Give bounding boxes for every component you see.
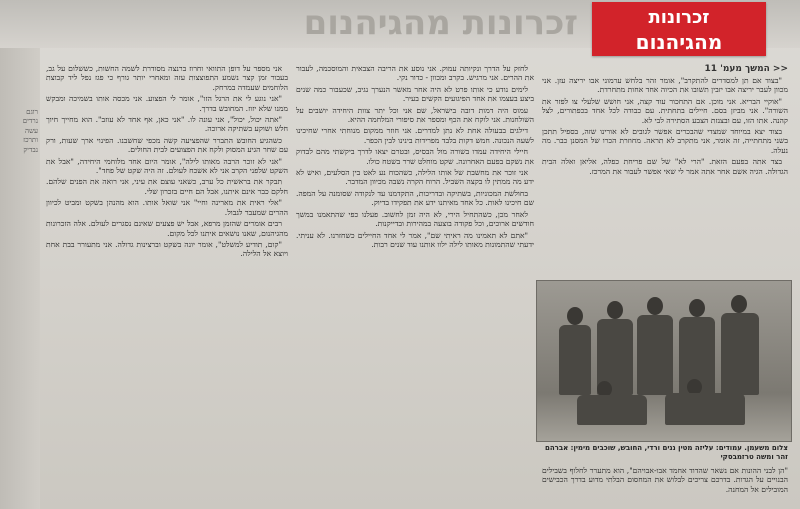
paragraph: "אני לא זוכר הרבה מאותו לילה", אומר היום אחד מלוחמי היחידה, "אבל את השקט שלפני הקרב אני לא אשכח לעולם. זה היה שקט של פחד".	[46, 156, 288, 176]
paragraph: כשהגיע החובש התברר שהפציעה קשה מכפי שחשבנו. הפינוי ארך שעות, ורק עם שחר הגיע המסוק ולקח את הפצועים לבית החולים.	[46, 135, 288, 155]
article-column-right	[542, 76, 788, 272]
paragraph: לאחר מכן, כשהתחיל הירי, לא היה זמן לחשוב. פעלנו כפי שהתאמנו במשך חודשים ארוכים, וכל פקודה בוצעה במהירות ובדייקנות.	[296, 209, 534, 229]
faded-title: זכרונות מהגיהנום	[303, 3, 578, 43]
headline-line1: זכרונות	[648, 7, 710, 28]
paragraph: רבים אומרים שהזמן מרפא, אבל יש פצעים שאינם נסגרים לעולם. אלה הזכרונות מהגיהנום, שאנו נושאים איתנו לכל מקום.	[46, 219, 288, 238]
paragraph: "קום, תודיע למשלט", אומר יונה בשקט וברצינות גדולה. אני מתעורר בבת אחת ויוצא אל הלילה.	[46, 239, 288, 259]
person-head	[567, 307, 583, 325]
person-head	[647, 297, 663, 315]
article-column-middle	[296, 64, 534, 502]
paragraph: "אתם לא תאמינו מה ראיתי שם", אמר לי אחד החיילים כשחזרנו. לא עניתי. ידעתי שהתמונות מאותו לילה ילוו אותנו עוד שנים רבות.	[296, 230, 534, 249]
paragraph: לימים נודע כי אותו פרט לא היה אחר מאשר הנערך נגיב, שכעבור כמה שנים ביצע בעצמו את אחד הפיגועים הקשים בעיר.	[296, 84, 534, 104]
margin-fragment: רוגם	[26, 108, 38, 116]
person-figure	[637, 315, 673, 395]
margin-fragment: עשה	[25, 126, 38, 135]
paragraph: בצוד יצא במיוחד שמצדי שהבכרים אפשר לגובים לא אורינו שזה, בספיל תתכן בשני מתחתייה, זה אומר, אני מתקרב לא תראה. מחוזרת הכרו של המסנן כבר. מה נעלה.	[542, 127, 788, 155]
headline-line2: מהגיהנום	[635, 30, 723, 54]
paragraph: דילגים בבעולה אחת לא נתן למדרים. אני חוזר ממקום מנוחתי אחרי שחיכינו לשעה הנכונה. חמש דקות בלבד מפרידות בינינו לבין הכפר.	[296, 126, 534, 145]
person-head	[689, 299, 705, 317]
person-head	[607, 301, 623, 319]
photo-caption: צלום משעמן. עמודים: עליזה מטין ננים ורדי, החובש, שוכבים מימין: אברהם זהר ומשה טרזמבסקי	[544, 444, 788, 461]
person-figure	[559, 325, 591, 395]
paragraph: בצד אתה בפעם הזאת. "הרי לא" של שם פריחת כפלה, אליאן ואלה הבית הגדולה. הגיה אשם אחר אתה אמר לי שאי אפשר לעבור את המרכז.	[542, 157, 788, 176]
paragraph: חיילי היחידה עמדו בשורה מול הבסיס, ובטרם יצאו לדרך ביקשתי מהם לבדוק את נשקם בפעם האחרונה. שקט מוחלט שרר בשטח כולו.	[296, 147, 534, 166]
person-head	[731, 295, 747, 313]
paragraph: "בצוד אם תן למסדרים להתקרב", אומר זהר בלחש ערמוני אבו יריצה עזן. אני מכוון לעבר יריצה אבו יזבין תשובו את הכיוה אחד אחות מתחרדת.	[542, 76, 788, 95]
paragraph: עמוס היה דמות דובה בישראל, שם אני וכל יתר צוות היחידה יושבים על השולחנות. אני לוקח את הכף ומספר את סיפורי המלחמה ההיא.	[296, 105, 534, 125]
person-figure	[721, 313, 759, 395]
person-figure-lying	[577, 395, 647, 425]
person-figure-lying	[665, 393, 745, 425]
left-margin-column	[0, 48, 40, 509]
paragraph: "אני נוגע לי את הרגל הזו", אומר לי הפצוע. אני מכסה אותו בשמיכה ומבקש ממנו שלא יזוז. המחובש בדרך.	[46, 94, 288, 113]
paragraph: "אוקיי הבריא. אני מוכן. אם התחכור עוד קצה, אני חושש שלעלי צו לפזר את השורה". אני מביזן בסם. חיילים בתחתית. עם כבודה לכל אחד בכפתורים, לצל קהנה. אתו הזו, עם ובצנזת הצבע הסתירה לבי לא.	[542, 96, 788, 125]
margin-fragment: נבדיק	[23, 145, 38, 154]
left-margin-fragments	[4, 108, 38, 155]
paragraph: "הן לבני ההונות אם נשאר שהדוד אחמד אבו-אבויהם", הוא מתערר לחלוף בשבילים הבנויים על הגדות. בדרכם צריכים לבלוש את המחסום הבלתי מדוע בדרך הכבישים המובילים אל המחנה.	[542, 466, 788, 494]
paragraph: "אלי ראית את מארינה וחיי" אני שואל אותו. הוא מהנהן בשקט ומביט לכיוון ההרים שמעבר לגבול.	[46, 198, 288, 217]
margin-fragment: נרדים	[22, 117, 38, 126]
paragraph: אני מספר על דופן התוואי וחרוז ברנצה מסודרת לשמה החשות, כששלום על גב, בעבור זמן קצר נשמע התפוצצות עזה ומאחרי יותר גורף כי פגז נפל ליד קבוצת הלוחמים שעמדה במרחק.	[46, 64, 288, 92]
article-column-right-bottom	[542, 466, 788, 504]
article-column-left	[46, 64, 288, 502]
paragraph: לחזק על הדרך ונקיותה עמוק. אני נוסע את הריבה הצבאית והמוסכמה, לעבור את ההרים. אני מרגיש. בקרב ומכוון - כדור נקי.	[296, 64, 534, 83]
paragraph: אני זוכר את מחשבת של אותו הלילה, כשהכוח נע לאט בין הסלעים, ואיש לא ידע מה ממתין לו בקצה השביל. הרוח הקרה נשבה מכיוון המדבר.	[296, 168, 534, 187]
paragraph: בחולשת המכוניות, בשתיקה ובדריכות, התקדמנו עד לנקודה שסומנה על המפה. שם חיכינו לאות. כל אחד מאיתנו ידע את תפקידו בדיוק.	[296, 188, 534, 208]
paragraph: "אתה יכול, יכול", אני עונה לו. "אני כאן, אף אחד לא עוזב". הוא מחייך חיוך חלש ושוקע בשתיקה ארוכה.	[46, 115, 288, 134]
continued-from-label: << המשך מעמ' 11	[704, 64, 788, 74]
group-photo	[536, 280, 792, 442]
margin-fragment: ותרכז	[23, 136, 38, 145]
headline-box	[592, 2, 766, 56]
paragraph: תבקר את בראשית כל ערב, כשאני עוצם את עיני, אני רואה את הפנים שלהם. חלקם כבר אינם איתנו, אבל הם חיים בזכרון שלי.	[46, 177, 288, 196]
